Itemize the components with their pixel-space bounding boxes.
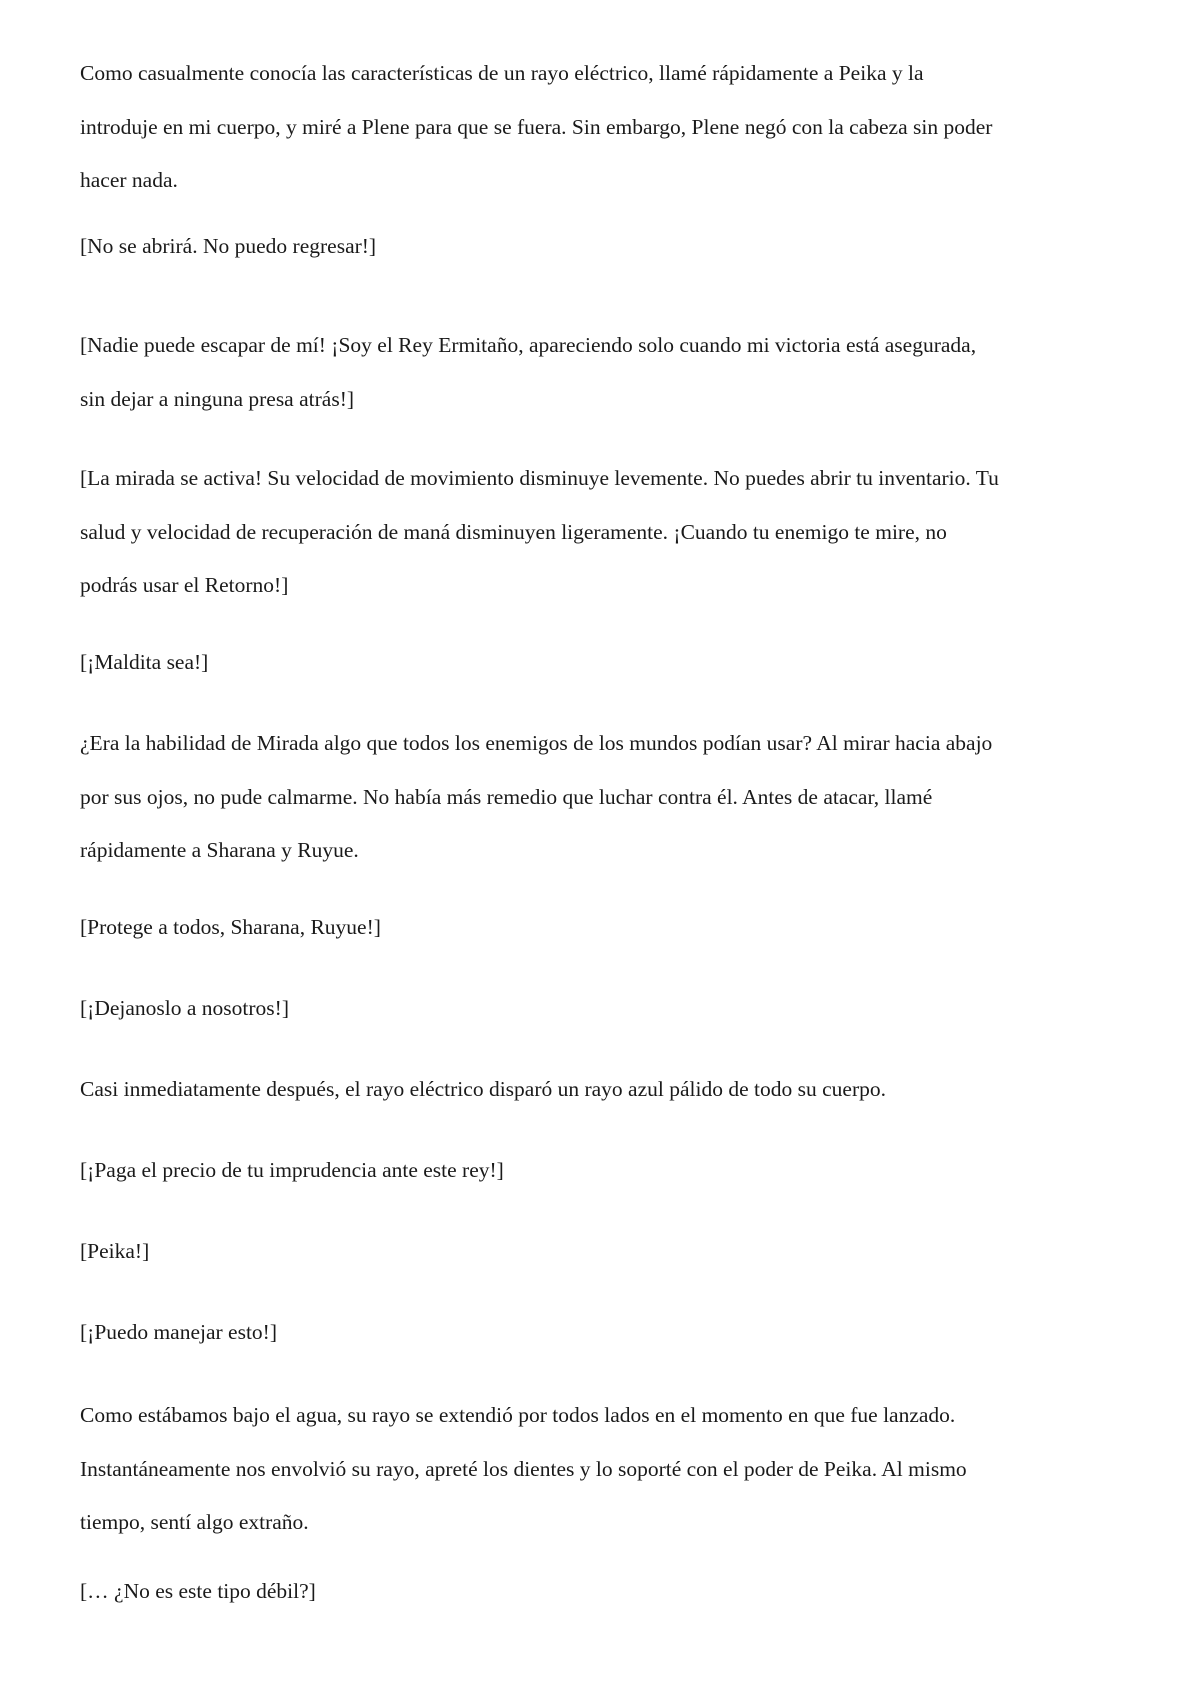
text-line: Casi inmediatamente después, el rayo eléctrico disparó un rayo azul pálido de todo su cuerpo. [80, 1077, 886, 1101]
paragraph-dialogue-2 [80, 319, 1120, 426]
text-line: [¡Dejanoslo a nosotros!] [80, 996, 289, 1020]
paragraph-narration-2 [80, 717, 1120, 878]
text-line: rápidamente a Sharana y Ruyue. [80, 838, 359, 862]
text-line: [Peika!] [80, 1239, 150, 1263]
paragraph-dialogue-4 [80, 901, 1120, 955]
paragraph-dialogue-6 [80, 1144, 1120, 1198]
paragraph-dialogue-7 [80, 1225, 1120, 1279]
paragraph-dialogue-1 [80, 220, 1120, 274]
text-line: introduje en mi cuerpo, y miré a Plene para que se fuera. Sin embargo, Plene negó con la cabeza sin poder [80, 114, 993, 139]
paragraph-system-message [80, 452, 1120, 613]
text-line: [No se abrirá. No puedo regresar!] [80, 234, 377, 258]
text-line: Como estábamos bajo el agua, su rayo se extendió por todos lados en el momento en que fue lanzado. [80, 1403, 956, 1427]
text-line: ¿Era la habilidad de Mirada algo que todos los enemigos de los mundos podían usar? Al mirar hacia abajo [80, 731, 993, 755]
text-line: salud y velocidad de recuperación de maná disminuyen ligeramente. ¡Cuando tu enemigo te mire, no [80, 519, 947, 544]
text-line: Instantáneamente nos envolvió su rayo, apreté los dientes y lo soporté con el poder de Peika. Al mismo [80, 1456, 967, 1481]
text-line: [La mirada se activa! Su velocidad de movimiento disminuye levemente. No puedes abrir tu inventario. Tu [80, 466, 999, 490]
paragraph-dialogue-5 [80, 982, 1120, 1036]
paragraph-narration-3 [80, 1063, 1120, 1117]
text-line: tiempo, sentí algo extraño. [80, 1510, 309, 1534]
text-line: Como casualmente conocía las características de un rayo eléctrico, llamé rápidamente a Peika y la [80, 61, 924, 85]
text-line: [Protege a todos, Sharana, Ruyue!] [80, 915, 381, 939]
text-line: [¡Maldita sea!] [80, 650, 209, 674]
text-line: [Nadie puede escapar de mí! ¡Soy el Rey Ermitaño, apareciendo solo cuando mi victoria está asegurada, [80, 333, 977, 357]
text-line: [¡Paga el precio de tu imprudencia ante este rey!] [80, 1158, 504, 1182]
text-line: por sus ojos, no pude calmarme. No había más remedio que luchar contra él. Antes de atacar, llamé [80, 784, 933, 809]
text-line: [¡Puedo manejar esto!] [80, 1320, 278, 1344]
paragraph-dialogue-8 [80, 1306, 1120, 1360]
text-line: sin dejar a ninguna presa atrás!] [80, 386, 355, 411]
text-line: hacer nada. [80, 168, 178, 192]
text-line: [… ¿No es este tipo débil?] [80, 1579, 316, 1603]
text-line: podrás usar el Retorno!] [80, 573, 289, 597]
paragraph-narration-1 [80, 47, 1120, 208]
paragraph-narration-4 [80, 1389, 1120, 1550]
paragraph-dialogue-3 [80, 636, 1120, 690]
paragraph-dialogue-9 [80, 1565, 1120, 1619]
